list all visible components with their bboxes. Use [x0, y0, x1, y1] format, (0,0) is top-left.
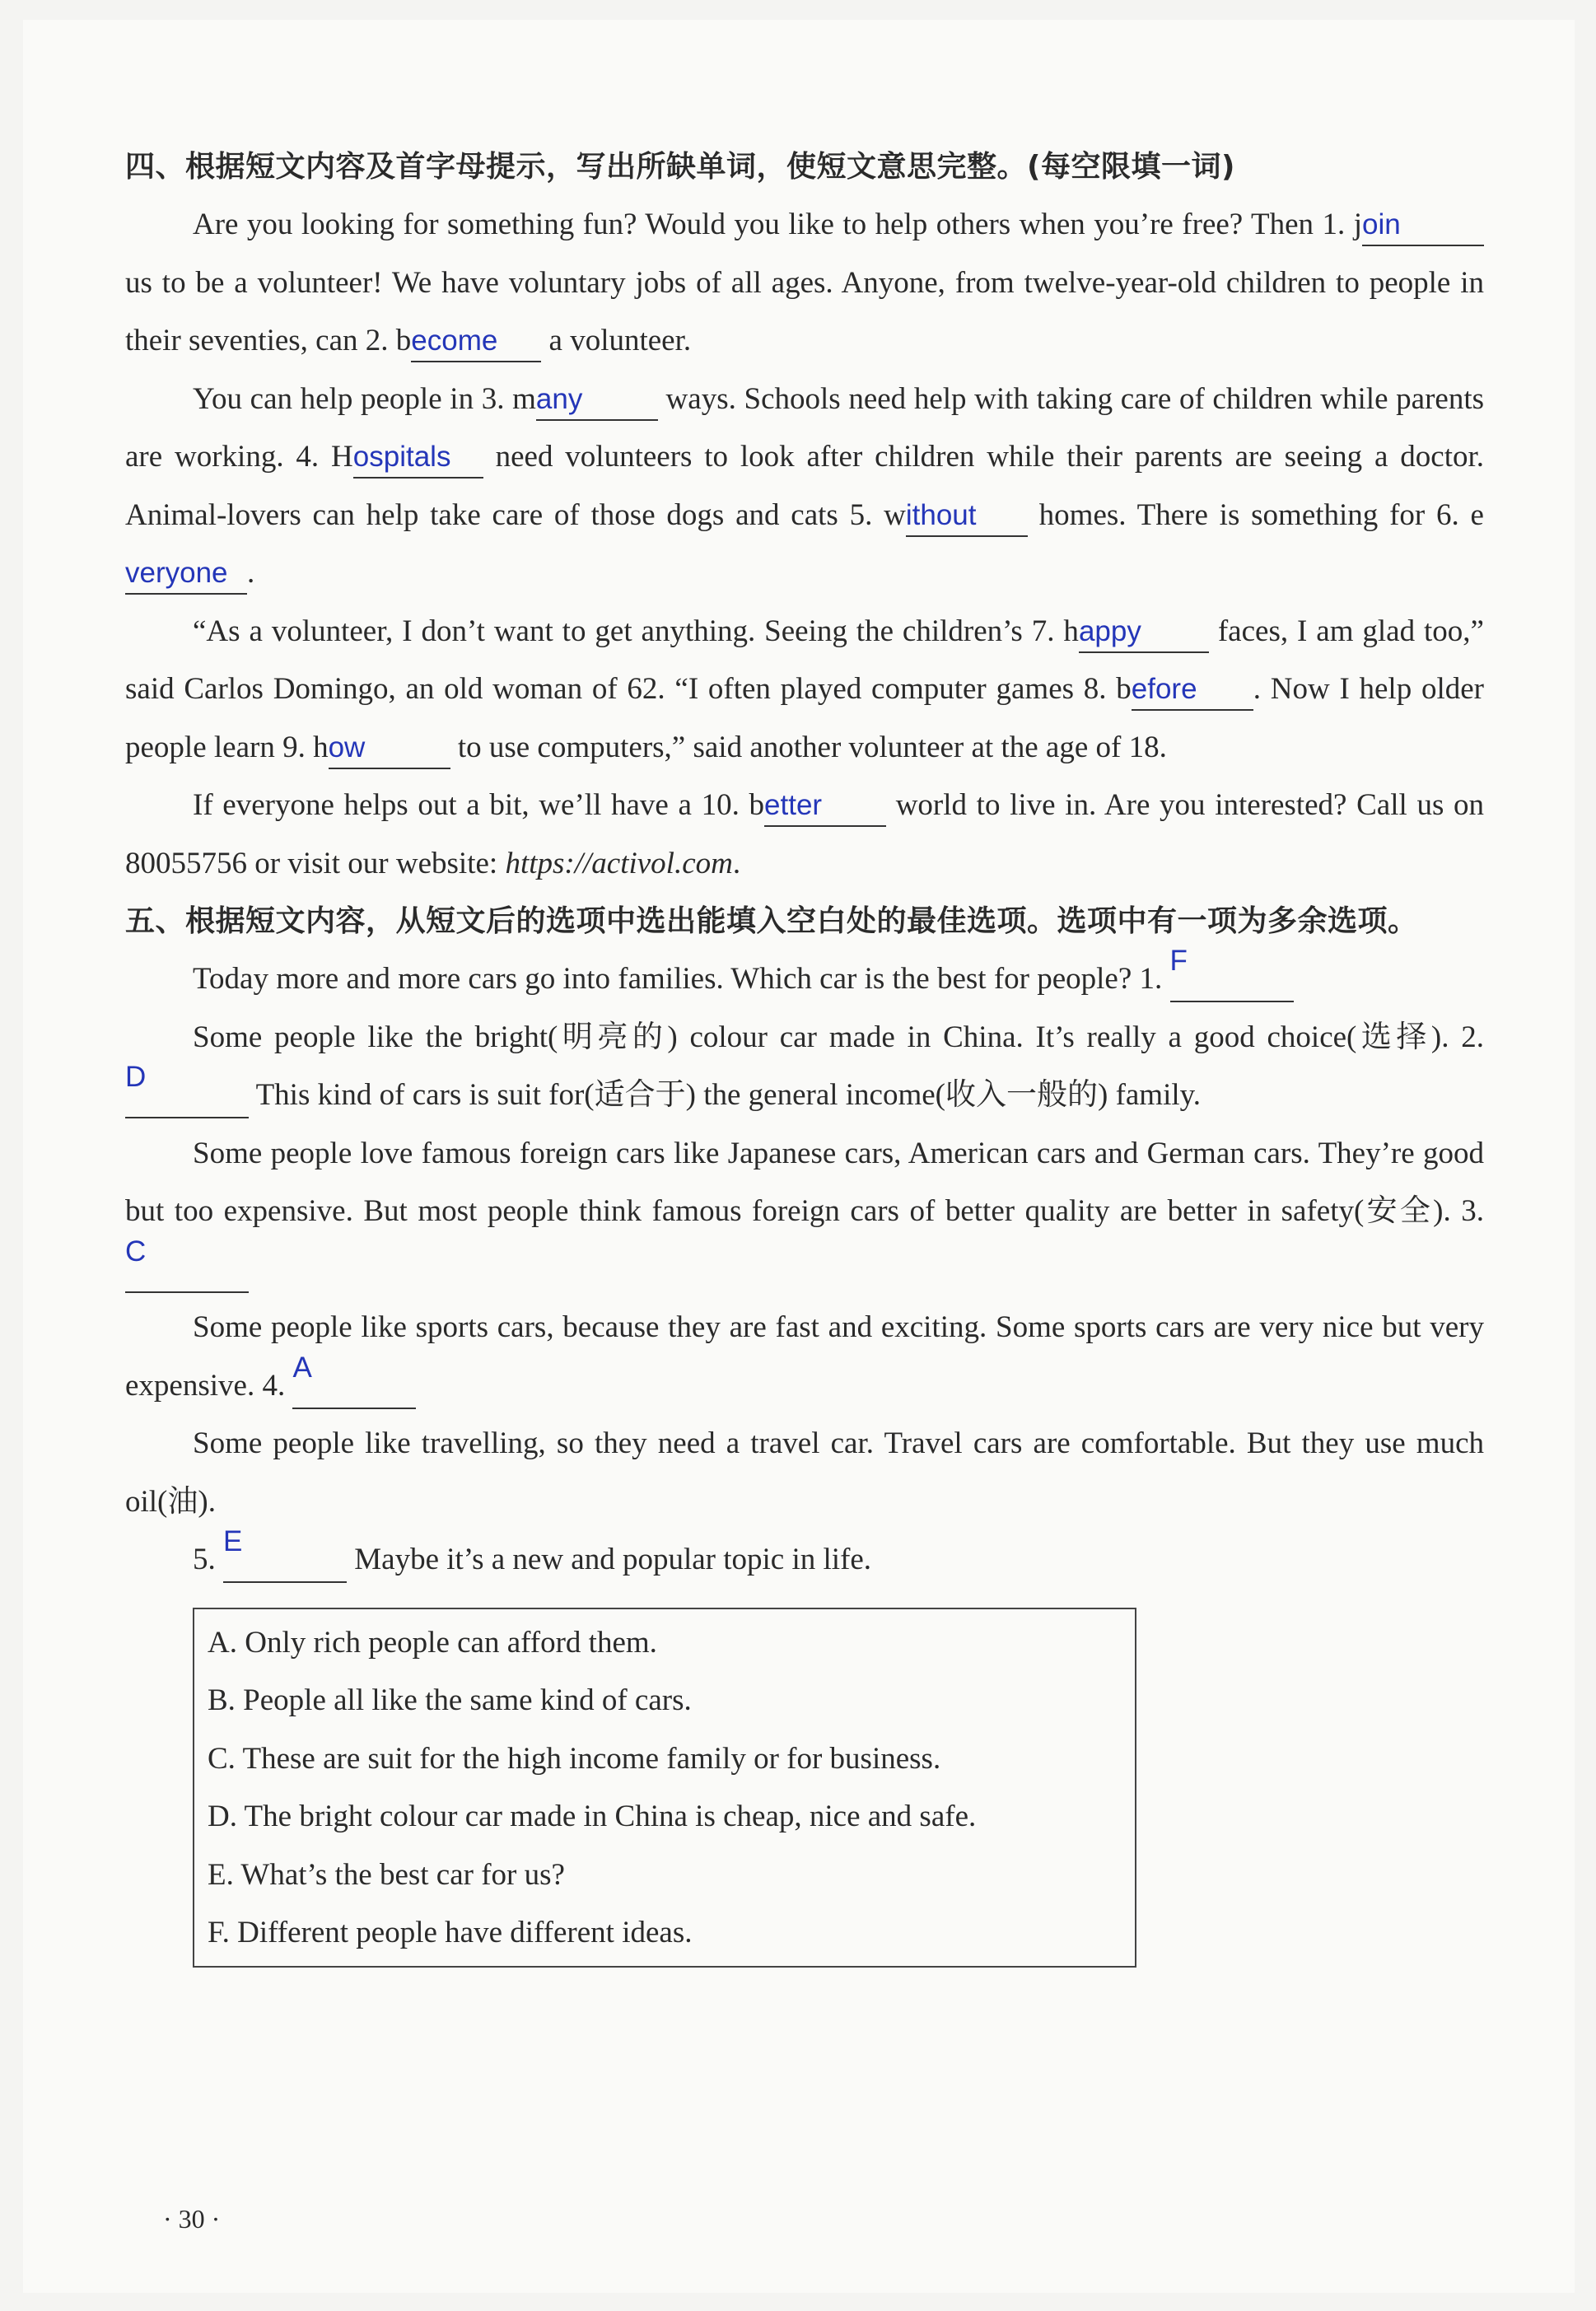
section-4-heading: 四、根据短文内容及首字母提示，写出所缺单词，使短文意思完整。(每空限填一词) [125, 150, 1235, 184]
answer-blank-8[interactable]: efore [1132, 670, 1253, 711]
section-5-paragraph-3: Some people love famous foreign cars like Japanese cars, American cars and German cars. They’re good but too expensive. But most people think famous foreign cars of better quality are better in safety(安全). 3. C [125, 1125, 1484, 1300]
section-5-paragraph-2: Some people like the bright(明亮的) colour car made in China. It’s really a good choice(选择). 2. D This kind of cars is suit for(适合于) the general income(收入一般的) family. [125, 1009, 1484, 1125]
section-4-paragraph-3: “As a volunteer, I don’t want to get anything. Seeing the children’s 7. happy faces, I am glad too,” said Carlos Domingo, an old woman of 62. “I often played computer games 8. before . Now I help older people learn 9. how to use computers,” said another volunteer at the age of 18. [125, 603, 1484, 777]
choice-blank-1[interactable]: F [1170, 958, 1294, 1002]
section-5-paragraph-4: Some people like sports cars, because they are fast and exciting. Some sports cars are very nice but very expensive. 4. A [125, 1299, 1484, 1415]
section-4-paragraph-1: Are you looking for something fun? Would you like to help others when you’re free? Then 1. join us to be a volunteer! We have voluntary jobs of all ages. Anyone, from twelve-year-old children to people in their seventies, can 2. become a volunteer. [125, 196, 1484, 371]
option-b: B. People all like the same kind of cars. [208, 1683, 692, 1717]
worksheet-content [125, 138, 1484, 1968]
option-e: E. What’s the best car for us? [208, 1857, 565, 1892]
answer-blank-3[interactable]: any [536, 380, 658, 421]
section-5-paragraph-5: Some people like travelling, so they need a travel car. Travel cars are comfortable. But they use much oil(油). [125, 1426, 1484, 1519]
section-5-paragraph-1: Today more and more cars go into families. Which car is the best for people? 1. F [125, 950, 1484, 1009]
options-box [193, 1608, 1136, 1968]
answer-blank-10[interactable]: etter [764, 786, 886, 827]
answer-blank-6[interactable]: veryone [125, 553, 247, 595]
option-a: A. Only rich people can afford them. [208, 1625, 657, 1660]
option-c: C. These are suit for the high income family or for business. [208, 1741, 941, 1776]
section-5-paragraph-6: 5. E Maybe it’s a new and popular topic in life. [125, 1531, 1484, 1590]
answer-blank-1[interactable]: oin [1362, 205, 1484, 246]
answer-blank-7[interactable]: appy [1079, 612, 1209, 653]
page-number: · 30 · [163, 2204, 221, 2234]
website-url[interactable]: https://activol.com [505, 846, 733, 880]
choice-blank-5[interactable]: E [223, 1538, 347, 1583]
section-5-heading: 五、根据短文内容，从短文后的选项中选出能填入空白处的最佳选项。选项中有一项为多余选项。 [125, 904, 1418, 938]
answer-blank-9[interactable]: ow [329, 728, 450, 769]
answer-blank-4[interactable]: ospitals [353, 437, 483, 479]
option-d: D. The bright colour car made in China is cheap, nice and safe. [208, 1800, 977, 1833]
choice-blank-4[interactable]: A [292, 1365, 416, 1409]
option-f: F. Different people have different ideas. [208, 1916, 693, 1949]
section-4-paragraph-4: If everyone helps out a bit, we’ll have a 10. better world to live in. Are you interested? Call us on 80055756 or visit our website: https://activol.com. [125, 777, 1484, 893]
answer-blank-2[interactable]: ecome [411, 321, 541, 362]
choice-blank-2[interactable]: D [125, 1074, 249, 1118]
section-4-paragraph-2: You can help people in 3. many ways. Schools need help with taking care of children while parents are working. 4. Hospitals need volunteers to look after children while their parents are seeing a doctor. Animal-lovers can help take care of those dogs and cats 5. without homes. There is something for 6. everyone . [125, 371, 1484, 603]
answer-blank-5[interactable]: ithout [906, 496, 1028, 537]
choice-blank-3[interactable]: C [125, 1249, 249, 1293]
